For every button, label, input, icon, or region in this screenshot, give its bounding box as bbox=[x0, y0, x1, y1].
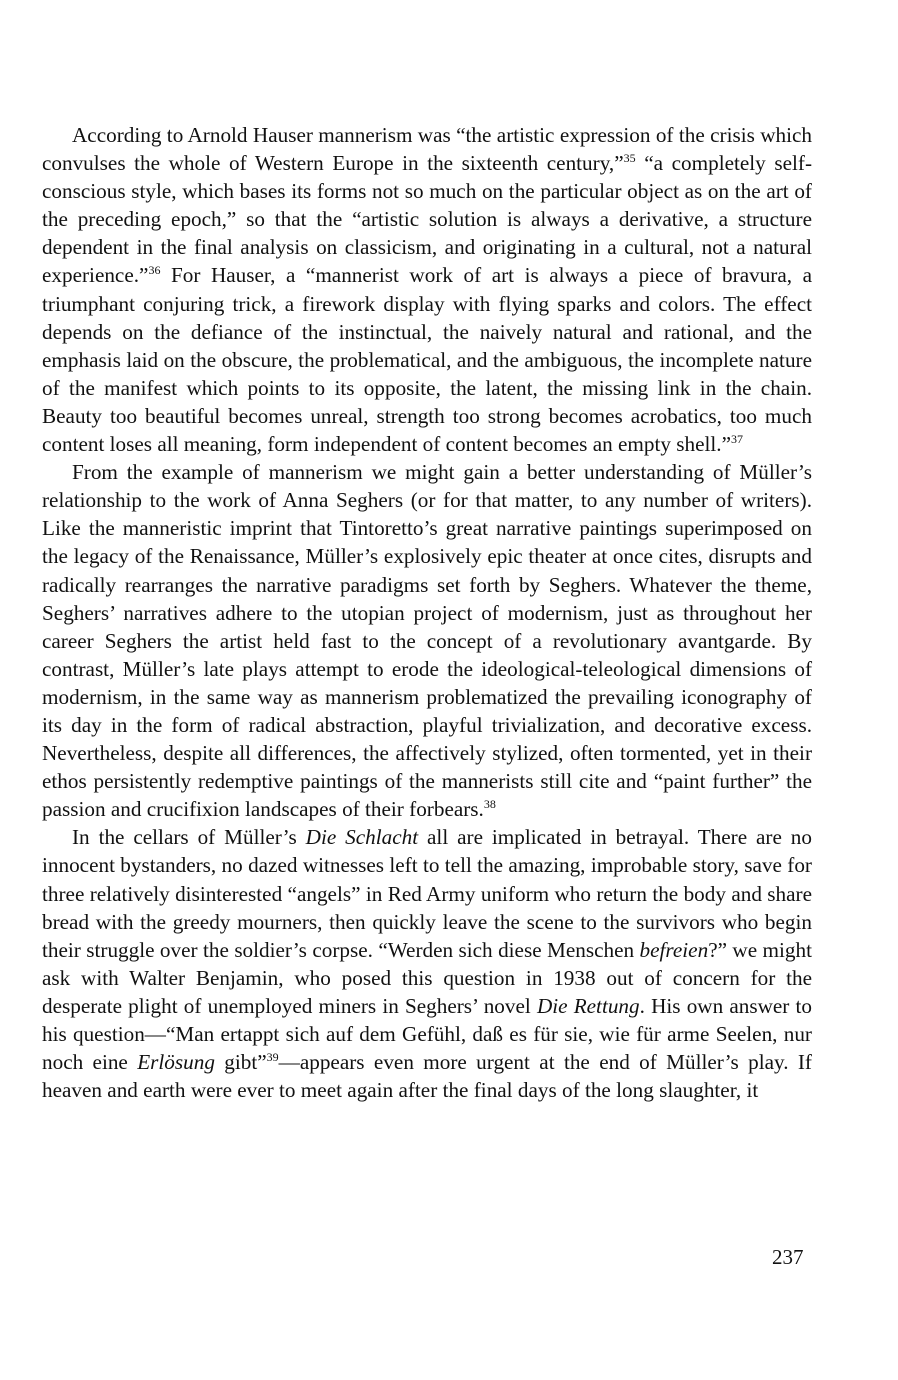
paragraph bbox=[42, 823, 812, 1104]
text-run: ?” we might ask with Walter Benjamin, who posed this question in 1938 out of concern for the desperate plight of unemployed miners in Seghers’ novel bbox=[42, 937, 812, 1018]
text-run: gibt” bbox=[214, 1050, 267, 1075]
italic-title: Die Schlacht bbox=[305, 825, 419, 850]
paragraph bbox=[42, 458, 812, 823]
text-run: From the example of mannerism we might gain a better understanding of Müller’s relationship to the work of Anna Seghers (or for that matter, to any number of writers). Like the manneristic imprint that Tintoretto’s great narrative paintings superimposed on the legacy of the Renaissance, Müller’s explosively epic theater at once cites, disrupts and radically rearranges the narrative paradigms set forth by Seghers. Whatever the theme, Seghers’ narratives adhere to the utopian project of modernism, just as throughout her career Seghers the artist held fast to the concept of a revolutionary avantgarde. By contrast, Müller’s late plays attempt to erode the ideological-teleological dimensions of modernism, in the same way as mannerism problematized the prevailing iconography of its day in the form of radical abstraction, playful trivialization, and decorative excess. Nevertheless, despite all differences, the affectively stylized, often tormented, yet in their ethos persistently redemptive paintings of the mannerists still cite and “paint further” the passion and crucifixion landscapes of their forbears. bbox=[42, 460, 812, 822]
text-run: . His own answer to his question—“Man ertappt sich auf dem Gefühl, daß es für sie, wie für arme Seelen, nur noch eine bbox=[42, 993, 813, 1075]
paragraph bbox=[42, 121, 812, 458]
footnote-reference: 37 bbox=[730, 432, 743, 447]
page-number: 237 bbox=[772, 1245, 804, 1269]
text-run: According to Arnold Hauser mannerism was “the artistic expression of the crisis which convulses the whole of Western Europe in the sixteenth century,” bbox=[42, 123, 812, 176]
text-run: —appears even more urgent at the end of Müller’s play. If heaven and earth were ever to meet again after the final days of the long slaughter, it bbox=[42, 1050, 812, 1103]
footnote-reference: 36 bbox=[148, 263, 161, 278]
italic-title: Erlösung bbox=[137, 1050, 215, 1075]
body-text bbox=[42, 121, 812, 1104]
footnote-reference: 38 bbox=[483, 797, 496, 812]
footnote-reference: 39 bbox=[266, 1050, 279, 1065]
text-run: “a completely self-conscious style, which bases its forms not so much on the particular object as on the art of the preceding epoch,” so that the “artistic solution is always a derivative, a structure dependent in the final analysis on classicism, and originating in a cultural, not a natural experience.” bbox=[42, 151, 812, 288]
text-run: In the cellars of Müller’s bbox=[72, 825, 306, 850]
text-run: all are implicated in betrayal. There are no innocent bystanders, no dazed witnesses left to tell the amazing, improbable story, save for three relatively disinterested “angels” in Red Army uniform who return the body and share bread with the greedy mourners, then quickly leave the scene to the survivors who begin their struggle over the soldier’s corpse. “Werden sich diese Menschen bbox=[42, 825, 812, 962]
footnote-reference: 35 bbox=[623, 151, 636, 166]
text-run: For Hauser, a “mannerist work of art is always a piece of bravura, a triumphant conjuring trick, a firework display with flying sparks and colors. The effect depends on the defiance of the instinctual, the naively natural and rational, and the emphasis laid on the obscure, the problematical, and the ambiguous, the incomplete nature of the manifest which points to its opposite, the latent, the missing link in the chain. Beauty too beautiful becomes unreal, strength too strong becomes acrobatics, too much content loses all meaning, form independent of content becomes an empty shell.” bbox=[42, 263, 812, 457]
italic-title: Die Rettung bbox=[536, 993, 640, 1018]
italic-title: befreien bbox=[639, 937, 709, 962]
